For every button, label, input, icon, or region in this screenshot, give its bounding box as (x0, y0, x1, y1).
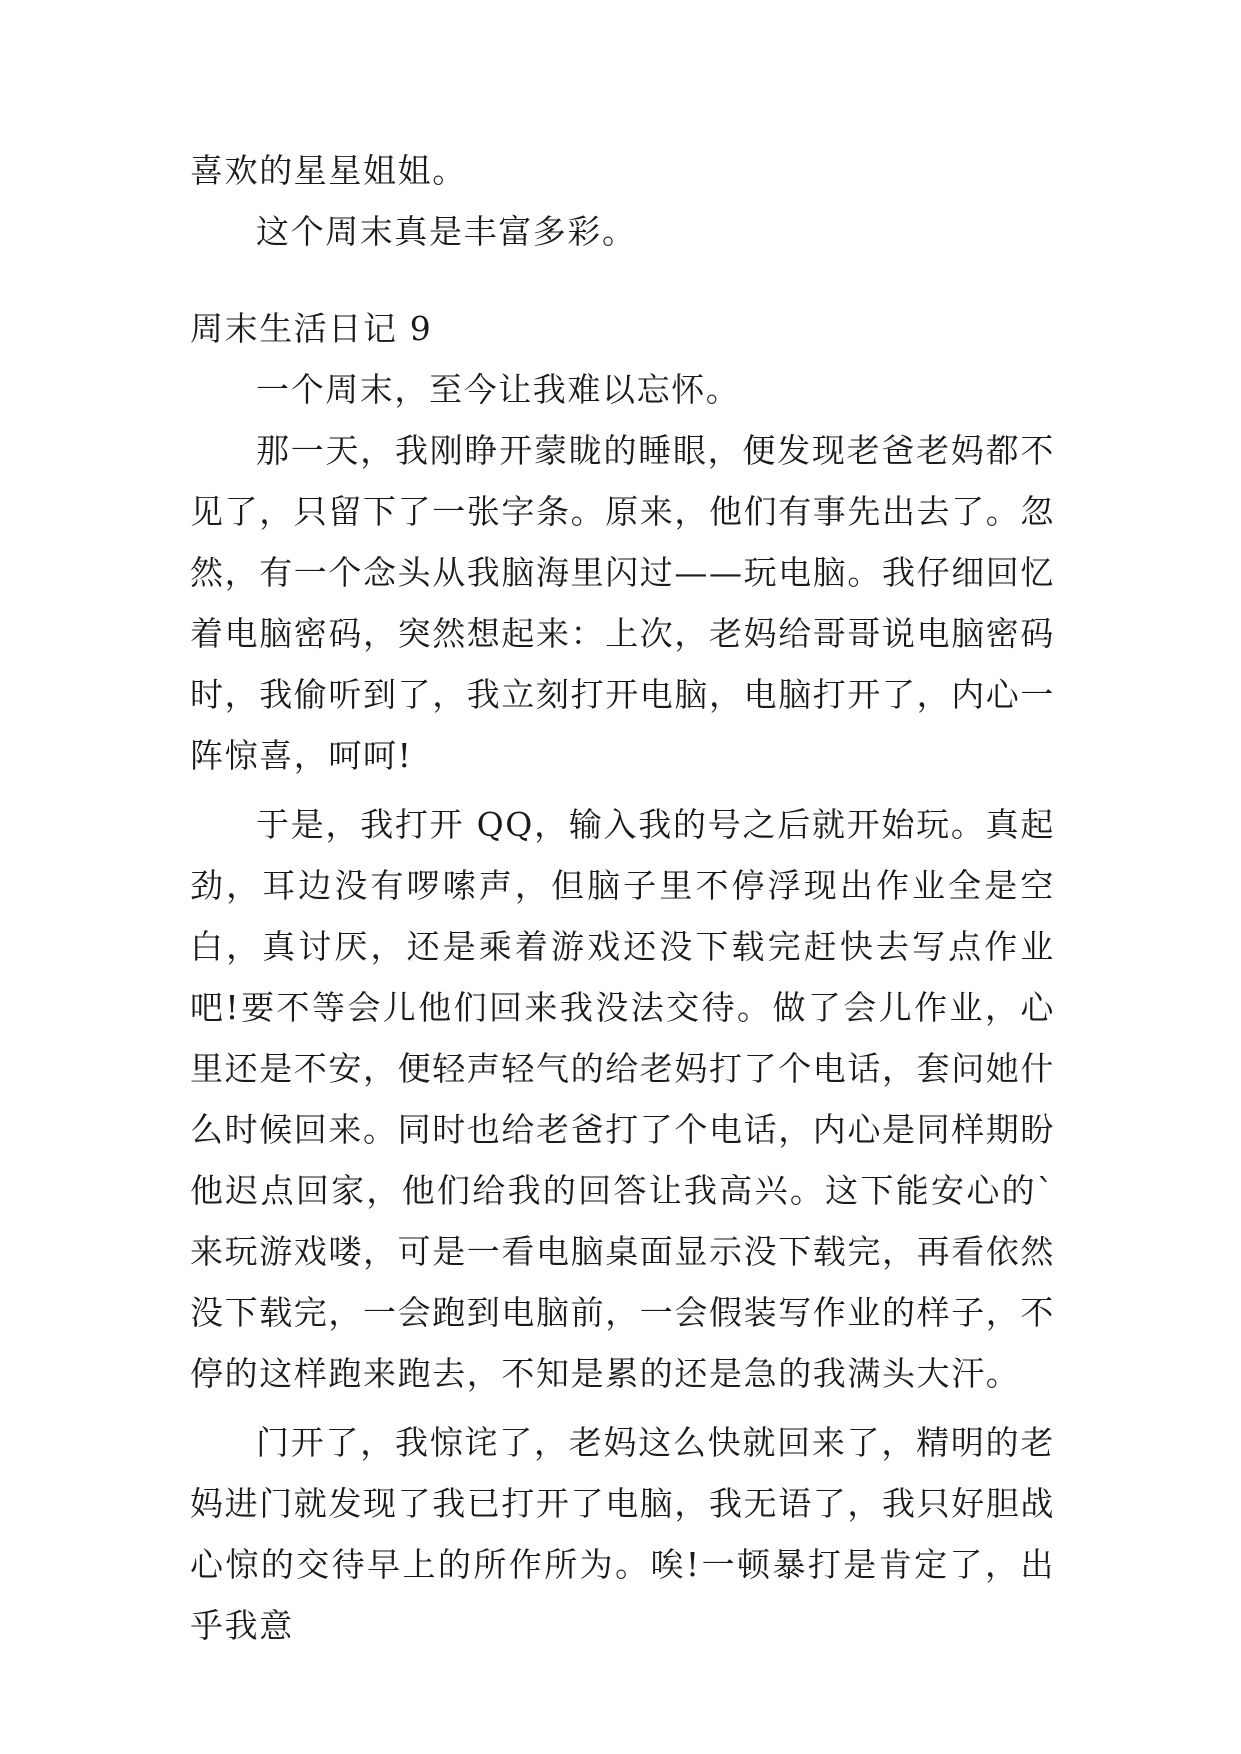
paragraph-morning: 那一天，我刚睁开蒙眬的睡眼，便发现老爸老妈都不见了，只留下了一张字条。原来，他们有事先出去了。忽然，有一个念头从我脑海里闪过——玩电脑。我仔细回忆着电脑密码，突然想起来：上次，老妈给哥哥说电脑密码时，我偷听到了，我立刻打开电脑，电脑打开了，内心一阵惊喜，呵呵! (190, 431, 1055, 775)
paragraph-playing: 于是，我打开 QQ，输入我的号之后就开始玩。真起劲，耳边没有啰嗦声，但脑子里不停浮现出作业全是空白，真讨厌，还是乘着游戏还没下载完赶快去写点作业吧!要不等会儿他们回来我没法交待。做了会儿作业，心里还是不安，便轻声轻气的给老妈打了个电话，套问她什么时候回来。同时也给老爸打了个电话，内心是同样期盼他迟点回家，他们给我的回答让我高兴。这下能安心的`来玩游戏喽，可是一看电脑桌面显示没下载完，再看依然没下载完，一会跑到电脑前，一会假装写作业的样子，不停的这样跑来跑去，不知是累的还是急的我满头大汗。 (190, 805, 1055, 1393)
paragraph-continued: 喜欢的星星姐姐。 (190, 151, 467, 190)
paragraph-return: 门开了，我惊诧了，老妈这么快就回来了，精明的老妈进门就发现了我已打开了电脑，我无语了，我只好胆战心惊的交待早上的所作所为。唉!一顿暴打是肯定了，出乎我意 (190, 1423, 1055, 1645)
text-block-top (190, 140, 1055, 262)
paragraph-intro: 一个周末，至今让我难以忘怀。 (256, 370, 741, 409)
paragraph-summary: 这个周末真是丰富多彩。 (256, 212, 637, 251)
text-block-main (190, 298, 1055, 1656)
section-heading: 周末生活日记 9 (190, 309, 433, 348)
